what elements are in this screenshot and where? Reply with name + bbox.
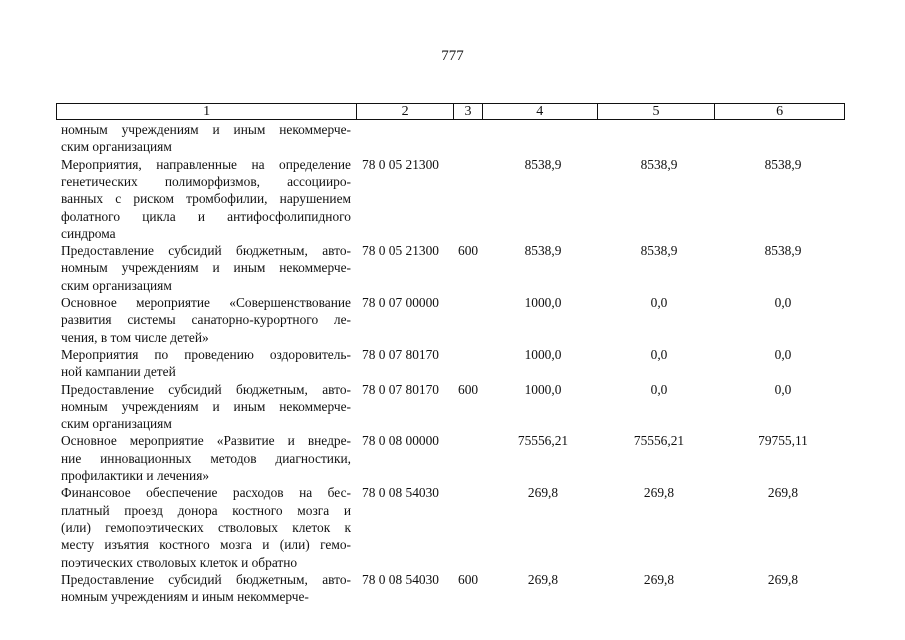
header-col-3: 3 [454,104,483,119]
row-value-col6: 269,8 [767,571,799,587]
row-value-col5: 269,8 [643,571,675,587]
row-value-col5: 8538,9 [640,156,678,172]
row-code: 78 0 07 00000 [362,295,439,310]
row-value-col4: 1000,0 [524,381,562,397]
header-col-1: 1 [57,104,357,119]
row-text-line: развития системы санаторно-курортного ле- [61,312,351,328]
row-value-col6: 0,0 [774,381,792,397]
row-text-line: ским организациям [61,416,172,432]
row-value-col6: 8538,9 [764,243,802,259]
row-value-col4: 8538,9 [524,243,562,259]
row-text-line: Мероприятия, направленные на определение [61,156,351,172]
row-value-col5: 0,0 [650,295,668,310]
header-col-2: 2 [357,104,454,119]
row-value-col6: 0,0 [774,346,792,362]
row-text-line: платный проезд донора костного мозга и [61,502,351,518]
row-value-col4: 75556,21 [517,433,569,449]
row-text-line: генетических полиморфизмов, ассоцииро- [61,173,351,189]
row-text-line: ние инновационных методов диагностики, [61,450,351,466]
row-text-line: фолатного цикла и антифосфолипидного [61,208,351,224]
row-text-line: чения, в том числе детей» [61,329,209,345]
row-code: 78 0 05 21300 [362,156,439,172]
row-code: 78 0 08 54030 [362,571,439,587]
row-text-line: номным учреждениям и иным некоммерче- [61,260,351,276]
row-text-line: синдрома [61,225,116,241]
row-text-line: номным учреждениям и иным некоммерче- [61,589,309,605]
row-text-line: Предоставление субсидий бюджетным, авто- [61,381,351,397]
row-code: 78 0 05 21300 [362,243,439,259]
row-expense-type: 600 [458,571,479,587]
row-value-col4: 1000,0 [524,346,562,362]
row-value-col6: 0,0 [774,295,792,310]
row-text-line: Мероприятия по проведению оздоровитель- [61,346,351,362]
table-header-row [56,103,845,120]
row-text-line: ским организациям [61,277,172,293]
row-text-line: профилактики и лечения» [61,468,210,483]
row-text-line: ванных с риском тромбофилии, нарушением [61,191,351,207]
row-value-col6: 79755,11 [758,433,808,449]
row-code: 78 0 07 80170 [362,381,439,397]
row-value-col5: 75556,21 [633,433,685,449]
row-value-col5: 0,0 [650,381,668,397]
row-text-line: Основное мероприятие «Совершенствование [61,295,351,310]
row-value-col5: 8538,9 [640,243,678,259]
row-text-line: Финансовое обеспечение расходов на бес- [61,485,351,501]
row-value-col4: 1000,0 [524,295,562,310]
row-expense-type: 600 [458,381,479,397]
page-number: 777 [441,48,464,64]
row-value-col4: 8538,9 [524,156,562,172]
row-value-col4: 269,8 [527,571,559,587]
row-text-line: Предоставление субсидий бюджетным, авто- [61,243,351,259]
row-text-line: Основное мероприятие «Развитие и внедре- [61,433,351,449]
header-col-6: 6 [776,104,784,119]
row-text-line: (или) гемопоэтических стволовых клеток к [61,519,351,535]
row-text-line: номным учреждениям и иным некоммерче- [61,398,351,414]
header-col-4: 4 [483,104,598,119]
row-code: 78 0 07 80170 [362,346,439,362]
row-value-col6: 269,8 [767,485,799,501]
row-text-line: месту изъятия костного мозга и (или) гемо- [61,537,351,553]
row-value-col4: 269,8 [527,485,559,501]
row-text-line: ной кампании детей [61,364,176,380]
row-expense-type: 600 [458,243,479,259]
header-col-5: 5 [598,104,716,119]
row-value-col6: 8538,9 [764,156,802,172]
row-text-line: поэтических стволовых клеток и обратно [61,554,298,570]
row-code: 78 0 08 00000 [362,433,439,449]
row-text-line: ским организациям [61,139,172,155]
row-text-line: Предоставление субсидий бюджетным, авто- [61,571,351,587]
row-text-line: номным учреждениям и иным некоммерче- [61,122,351,137]
row-value-col5: 0,0 [650,346,668,362]
row-code: 78 0 08 54030 [362,485,439,501]
row-value-col5: 269,8 [643,485,675,501]
